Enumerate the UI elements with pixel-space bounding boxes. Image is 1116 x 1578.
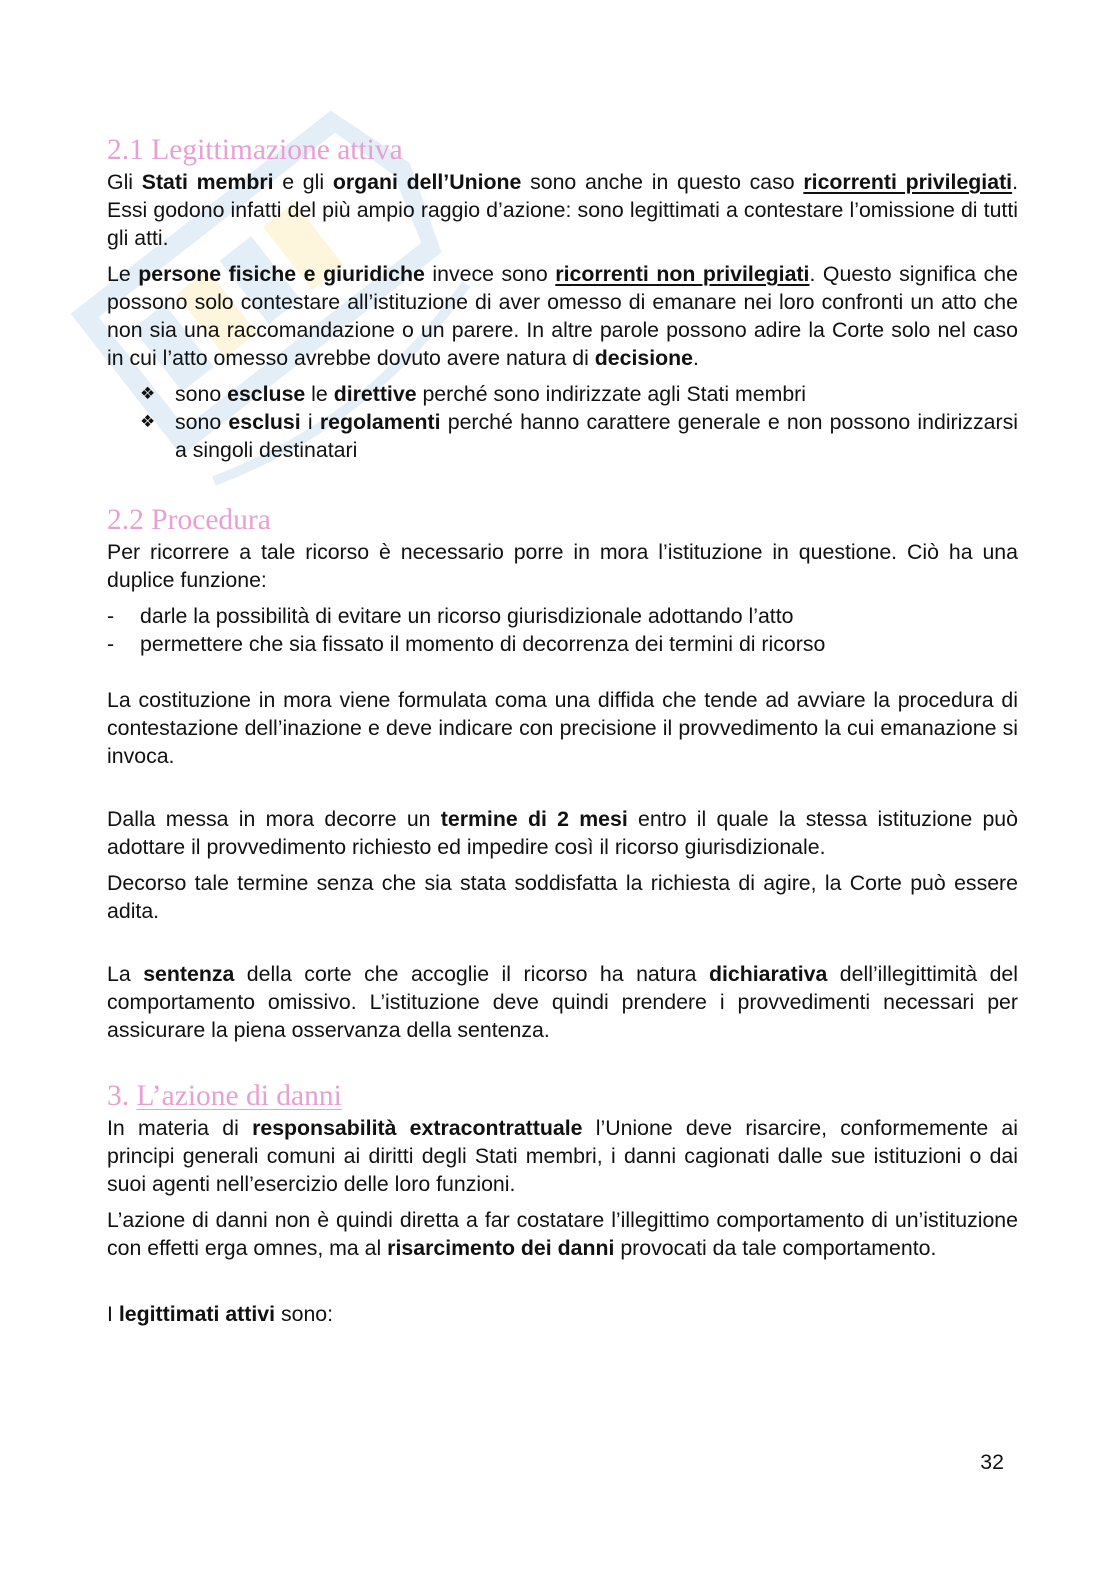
emphasized-text: termine di 2 mesi	[440, 807, 628, 831]
text-run: l’Unione deve risarcire, conformemente ai principi generali comuni ai diritti degli Stati membri, i danni cagionati dalle sue istituzioni o dai suoi agenti nell’esercizio delle loro funzioni.	[107, 1116, 1018, 1196]
section-title: L’azione di danni	[136, 1080, 342, 1112]
text-run: sono anche in questo caso	[521, 170, 804, 194]
dash-list	[107, 602, 1018, 658]
text-run: Le	[107, 262, 139, 286]
text-run: dell’illegittimità del comportamento omissivo. L’istituzione deve quindi prendere i provvedimenti necessari per assicurare la piena osservanza della sentenza.	[107, 962, 1018, 1042]
emphasized-text: persone fisiche e giuridiche	[138, 262, 425, 286]
text-run: sono	[175, 382, 228, 406]
paragraph	[107, 1300, 1018, 1328]
dash-bullet-icon: -	[107, 632, 115, 656]
emphasized-text: Stati membri	[141, 170, 274, 194]
text-run: .	[693, 346, 699, 370]
text-run: L’azione di danni non è quindi diretta a far costatare l’illegittimo comportamento di un’istituzione con effetti erga omnes, ma al	[107, 1208, 1018, 1260]
section-heading-3	[107, 1078, 1018, 1114]
paragraph	[107, 869, 1018, 925]
emphasized-text: organi dell’Unione	[332, 170, 522, 194]
text-run: provocati da tale comportamento.	[614, 1236, 937, 1260]
paragraph	[107, 1206, 1018, 1262]
text-run: Gli	[107, 170, 142, 194]
emphasized-text: ricorrenti non privilegiati	[555, 262, 810, 286]
text-run: le	[305, 382, 334, 406]
text-run: Dalla messa in mora decorre un	[107, 807, 441, 831]
text-run: . Questo significa che possono solo contestare all’istituzione di aver omesso di emanare nei loro confronti un atto che non sia una raccomandazione o un parere. In altre parole possono adire la Corte solo nel caso in cui l’atto omesso avrebbe dovuto avere natura di	[107, 262, 1018, 370]
paragraph	[107, 260, 1018, 372]
text-run: perché hanno carattere generale e non possono indirizzarsi a singoli destinatari	[175, 410, 1018, 462]
text-run: sono	[175, 410, 229, 434]
text-run: La costituzione in mora viene formulata coma una diffida che tende ad avviare la procedura di contestazione dell’inazione e deve indicare con precisione il provvedimento la cui emanazione si invoca.	[107, 688, 1018, 768]
diamond-bullet-icon: ❖	[140, 412, 156, 431]
emphasized-text: esclusi	[228, 410, 301, 434]
text-run: In materia di	[107, 1116, 253, 1140]
text-run: Decorso tale termine senza che sia stata soddisfatta la richiesta di agire, la Corte può essere adita.	[107, 871, 1018, 923]
text-run: i	[300, 410, 320, 434]
emphasized-text: direttive	[333, 382, 417, 406]
text-run: sono:	[275, 1302, 334, 1326]
paragraph	[107, 1114, 1018, 1198]
emphasized-text: dichiarativa	[708, 962, 828, 986]
paragraph	[107, 538, 1018, 594]
emphasized-text: responsabilità extracontrattuale	[252, 1116, 583, 1140]
text-run: La	[107, 962, 144, 986]
text-run: . Essi godono infatti del più ampio raggio d’azione: sono legittimati a contestare l’omissione di tutti gli atti.	[107, 170, 1019, 250]
emphasized-text: sentenza	[143, 962, 235, 986]
text-run: darle la possibilità di evitare un ricorso giurisdizionale adottando l’atto	[140, 604, 794, 628]
paragraph	[107, 686, 1018, 770]
list-item	[107, 602, 1018, 630]
emphasized-text: regolamenti	[319, 410, 441, 434]
emphasized-text: escluse	[227, 382, 306, 406]
paragraph	[107, 960, 1018, 1044]
page-number: 32	[980, 1450, 1004, 1474]
section-heading-2-1: 2.1 Legittimazione attiva	[107, 134, 403, 166]
text-run: permettere che sia fissato il momento di decorrenza dei termini di ricorso	[140, 632, 826, 656]
text-run: della corte che accoglie il ricorso ha natura	[234, 962, 709, 986]
paragraph	[107, 805, 1018, 861]
section-number: 3.	[107, 1080, 130, 1112]
text-run: I	[107, 1302, 119, 1326]
emphasized-text: decisione	[594, 346, 693, 370]
text-run: invece sono	[424, 262, 556, 286]
dash-bullet-icon: -	[107, 604, 115, 628]
list-item	[107, 380, 1018, 408]
emphasized-text: ricorrenti privilegiati	[803, 170, 1013, 194]
paragraph	[107, 168, 1018, 252]
list-item	[107, 630, 1018, 658]
emphasized-text: risarcimento dei danni	[387, 1236, 615, 1260]
bullet-list	[107, 380, 1018, 464]
page-content	[107, 132, 1018, 1336]
text-run: Per ricorrere a tale ricorso è necessario porre in mora l’istituzione in questione. Ciò ha una duplice funzione:	[107, 540, 1018, 592]
diamond-bullet-icon: ❖	[140, 384, 156, 403]
section-heading-2-2: 2.2 Procedura	[107, 504, 271, 536]
text-run: e gli	[273, 170, 333, 194]
emphasized-text: legittimati attivi	[118, 1302, 276, 1326]
list-item	[107, 408, 1018, 464]
text-run: perché sono indirizzate agli Stati membri	[416, 382, 806, 406]
text-run: entro il quale la stessa istituzione può adottare il provvedimento richiesto ed impedire così il ricorso giurisdizionale.	[107, 807, 1018, 859]
